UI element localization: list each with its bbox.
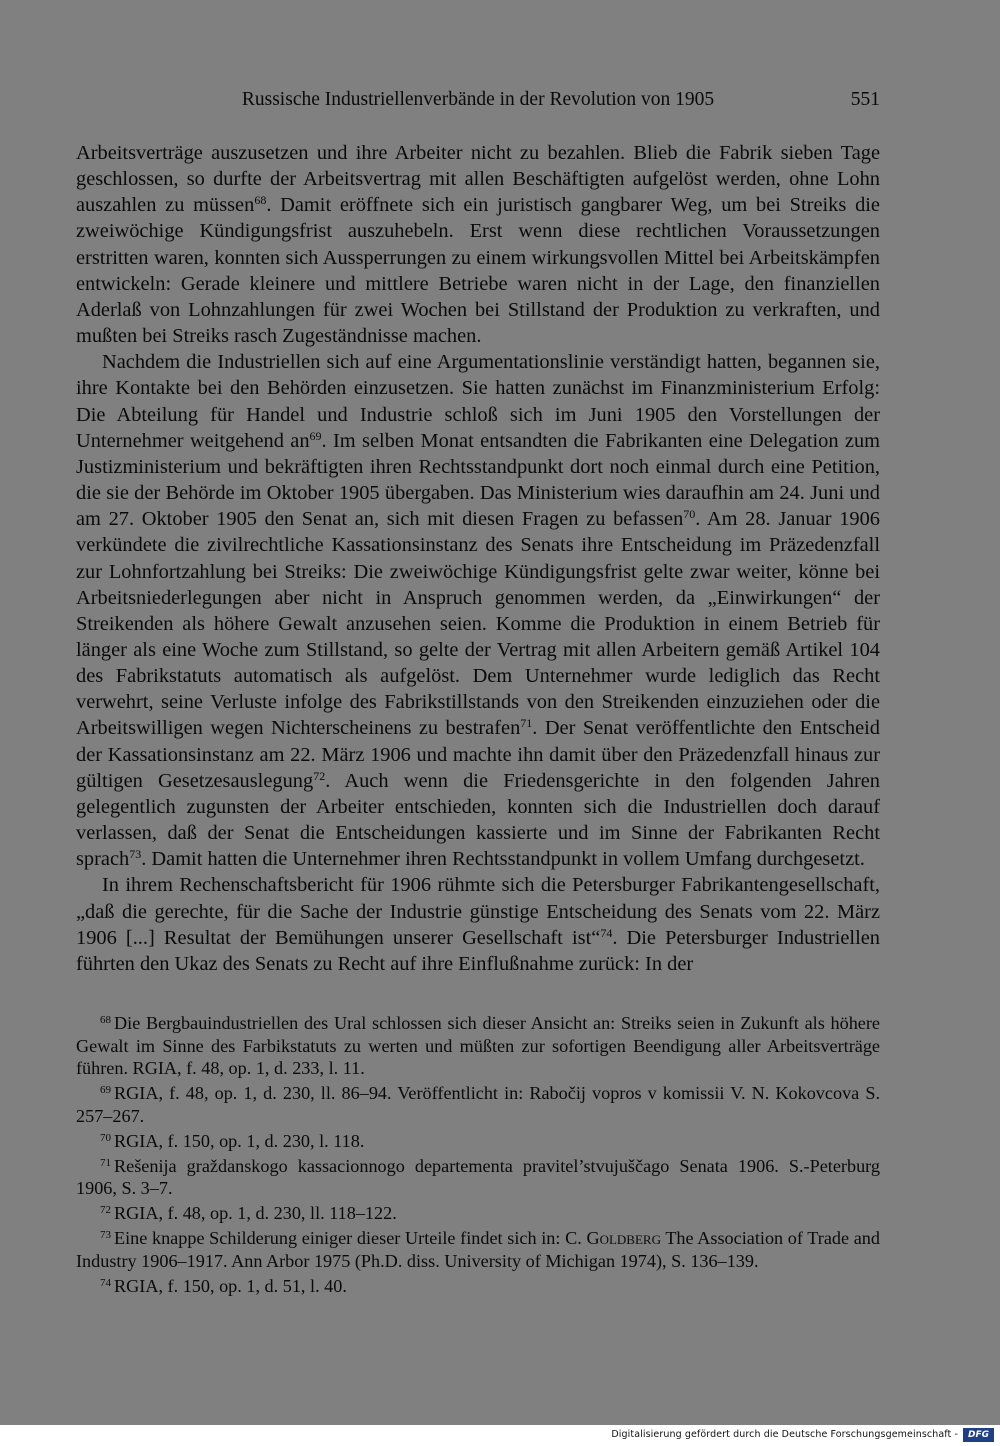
footnotes bbox=[76, 1012, 880, 1300]
footnote-number: 74 bbox=[100, 1277, 111, 1290]
paragraph-1: Arbeitsverträge auszusetzen und ihre Arbeiter nicht zu bezahlen. Blieb die Fabrik sieben Tage geschlossen, so durfte der Arbeitsvertrag mit allen Beschäftigten aufgelöst werden, ohne Lohn auszahlen zu müssen$^{68}$. Damit eröffnete sich ein juristisch gangbarer Weg, um bei Streiks die zweiwöchige Kündigungsfrist auszuhebeln. Erst wenn diese rechtlichen Voraussetzungen erstritten waren, konnten sich Aussperrungen zu einem wirkungsvollen Mittel bei Arbeitskämpfen entwickeln: Gerade kleinere und mittlere Betriebe waren nicht in der Lage, den finanziellen Aderlaß von Lohnzahlungen für zwei Wochen bei Stillstand der Produktion zu verkraften, und mußten bei Streiks rasch Zugeständnisse machen. bbox=[76, 142, 880, 348]
footnote-number: 72 bbox=[100, 1204, 111, 1217]
footnote-number: 73 bbox=[100, 1229, 111, 1242]
footnote-ref-70[interactable]: 70 bbox=[683, 507, 696, 522]
footnote-number: 71 bbox=[100, 1156, 111, 1169]
footnote-73: $^{73}$ Eine knappe Schilderung einiger dieser Urteile findet sich in: C. Goldberg The Association of Trade and Industry 1906–1917. Ann Arbor 1975 (Ph.D. diss. University of Michigan 1974), S. 136–139. bbox=[76, 1228, 880, 1271]
footnote-68: $^{68}$ Die Bergbauindustriellen des Ural schlossen sich dieser Ansicht an: Streiks seien in Zukunft als höhere Gewalt im Sinne des Farbikstatuts zu werten und müßten zur sofortigen Beendigung aller Arbeitsverträge führen. RGIA, f. 48, op. 1, d. 233, l. 11. bbox=[76, 1013, 880, 1078]
footnote-number: 68 bbox=[100, 1014, 111, 1026]
funding-footer bbox=[0, 1425, 1000, 1446]
footnote-ref-72[interactable]: 72 bbox=[313, 768, 326, 783]
footnote-74: $^{74}$ RGIA, f. 150, op. 1, d. 51, l. 40. bbox=[100, 1276, 347, 1297]
page-number: 551 bbox=[850, 89, 880, 110]
footnote-ref-69[interactable]: 69 bbox=[309, 428, 322, 443]
footnote-ref-74[interactable]: 74 bbox=[600, 925, 613, 940]
footnote-69: $^{69}$ RGIA, f. 48, op. 1, d. 230, ll. 86–94. Veröffentlicht in: Rabočij vopros v komissii V. N. Kokovcova S. 257–267. bbox=[76, 1083, 880, 1126]
footnote-ref-73[interactable]: 73 bbox=[129, 847, 142, 862]
dfg-logo: DFG bbox=[963, 1428, 994, 1442]
footnote-number: 70 bbox=[100, 1131, 111, 1144]
paragraph-3: In ihrem Rechenschaftsbericht für 1906 rühmte sich die Petersburger Fabrikantengesellschaft, „daß die gerechte, für die Sache der Industrie günstige Entscheidung des Senats vom 22. März 1906 [...] Resultat der Bemühungen unserer Gesellschaft ist“$^{74}$. Die Petersburger Industriellen führten den Ukaz des Senats zu Recht auf ihre Einflußnahme zurück: In der bbox=[76, 874, 880, 975]
footnote-70: $^{70}$ RGIA, f. 150, op. 1, d. 230, l. 118. bbox=[100, 1130, 365, 1151]
funding-text: Digitalisierung gefördert durch die Deutsche Forschungsgemeinschaft - bbox=[611, 1429, 958, 1440]
paragraph-2: Nachdem die Industriellen sich auf eine Argumentationslinie verständigt hatten, begannen sie, ihre Kontakte bei den Behörden einzusetzen. Sie hatten zunächst im Finanzministerium Erfolg: Die Abteilung für Handel und Industrie schloß sich im Juni 1905 den Vorstellungen der Unternehmer weitgehend an$^{69}$. Im selben Monat entsandten die Fabrikanten eine Delegation zum Justizministerium und bekräftigten ihren Rechtsstandpunkt dort noch einmal durch eine Petition, die sie der Behörde im Oktober 1905 übergaben. Das Ministerium wies daraufhin am 24. Juni und am 27. Oktober 1905 den Senat an, sich mit diesen Fragen zu befassen$^{70}$. Am 28. Januar 1906 verkündete die zivilrechtliche Kassationsinstanz des Senats ihre Entscheidung im Präzedenzfall zur Lohnfortzahlung bei Streiks: Die zweiwöchige Kündigungsfrist gelte zwar weiter, könne bei Arbeitsniederlegungen aber nicht in Anspruch genommen werden, da „Einwirkungen“ der Streikenden als höhere Gewalt anzusehen seien. Komme die Produktion in einem Betrieb für länger als eine Woche zum Stillstand, so gelte der Vertrag mit allen Arbeitern gemäß Artikel 104 des Fabrikstatuts automatisch als aufgelöst. Dem Unternehmer wurde lediglich das Recht verwehrt, seine Verluste infolge des Fabrikstillstands von den Streikenden einzuziehen oder die Arbeitswilligen wegen Nichterscheinens zu bestrafen$^{71}$. Der Senat veröffentlichte den Entscheid der Kassationsinstanz am 22. März 1906 und machte ihn damit über den Präzedenzfall hinaus zur gültigen Gesetzesauslegung$^{72}$. Auch wenn die Friedensgerichte in den folgenden Jahren gelegentlich zugunsten der Arbeiter entschieden, konnten sich die Industriellen doch darauf verlassen, daß der Senat die Entscheidungen kassierte und im Sinne der Fabrikanten Recht sprach$^{73}$. Damit hatten die Unternehmer ihren Rechtsstandpunkt in vollem Umfang durchgesetzt. bbox=[76, 351, 880, 871]
page-header bbox=[76, 89, 880, 115]
footnote-ref-68[interactable]: 68 bbox=[254, 193, 267, 208]
footnote-ref-71[interactable]: 71 bbox=[520, 716, 533, 731]
author-name: Goldberg bbox=[586, 1228, 661, 1249]
running-title: Russische Industriellenverbände in der Revolution von 1905 bbox=[241, 89, 715, 110]
footnote-72: $^{72}$ RGIA, f. 48, op. 1, d. 230, ll. 118–122. bbox=[100, 1203, 397, 1224]
footnote-71: $^{71}$ Rešenija graždanskogo kassacionnogo departementa pravitel’stvujuščago Senata 1906. S.-Peterburg 1906, S. 3–7. bbox=[76, 1155, 880, 1199]
footnote-number: 69 bbox=[100, 1084, 111, 1097]
body-text bbox=[76, 140, 880, 977]
